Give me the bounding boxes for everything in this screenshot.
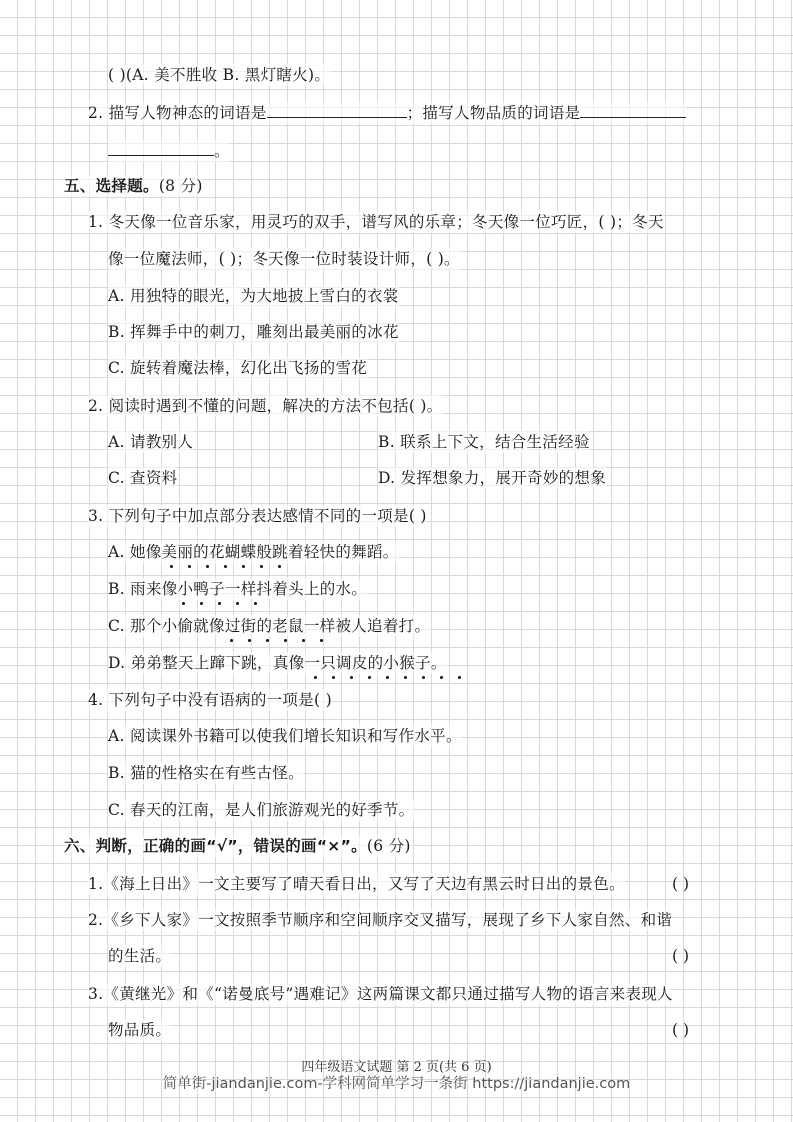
emphasis-dot [260, 565, 263, 568]
sec6-heading-text: 六、判断，正确的画“√”，错误的画“×”。 [64, 837, 367, 855]
emphasis-dot [422, 676, 425, 679]
emphasis-dot [458, 676, 461, 679]
answer-blank[interactable] [108, 141, 214, 156]
emphasis-dot [236, 602, 239, 605]
sec5-q3-option-c: C. 那个小偷就像过街的老鼠一样被人追着打。 [108, 617, 431, 635]
sec5-q1-line1: 1. 冬天像一位音乐家，用灵巧的双手，谱写风的乐章；冬天像一位巧匠，( )；冬天 [88, 213, 664, 231]
sec5-q4-option-a: A. 阅读课外书籍可以使我们增长知识和写作水平。 [108, 727, 462, 745]
sec5-q1-option-a: A. 用独特的眼光，为大地披上雪白的衣裳 [108, 287, 399, 305]
sec6-q2-line1: 2.《乡下人家》一文按照季节顺序和空间顺序交叉描写，展现了乡下人家自然、和谐 [88, 911, 673, 929]
sec5-q3-option-d: D. 弟弟整天上蹿下跳，真像一只调皮的小猴子。 [108, 654, 447, 672]
page-footer: 四年级语文试题 第 2 页(共 6 页) [301, 1060, 492, 1075]
sec4-q2-end: 。 [214, 142, 230, 160]
sec4-q1-tail: ( )(A. 美不胜收 B. 黑灯瞎火)。 [108, 66, 331, 84]
sec4-q2-part-b: ；描写人物品质的词语是 [406, 104, 581, 122]
emphasis-dot [302, 639, 305, 642]
sec5-q1-option-b: B. 挥舞手中的刺刀，雕刻出最美丽的冰花 [108, 323, 399, 341]
sec5-q2-option-a: A. 请教别人 [108, 433, 194, 451]
emphasis-dot [266, 639, 269, 642]
sec5-q3-option-a: A. 她像美丽的花蝴蝶般跳着轻快的舞蹈。 [108, 543, 399, 561]
emphasis-dot [368, 676, 371, 679]
emphasis-dot [200, 602, 203, 605]
sec6-heading [64, 835, 411, 857]
sec6-q1-answer-paren[interactable]: ( ) [672, 875, 690, 893]
sec5-q1-line2: 像一位魔法师，( )；冬天像一位时装设计师，( )。 [108, 250, 460, 268]
sec5-heading-text: 五、选择题。 [64, 177, 159, 195]
emphasis-dot [230, 639, 233, 642]
emphasis-dot [248, 639, 251, 642]
sec5-heading [64, 175, 203, 197]
emphasis-dot [188, 565, 191, 568]
sec5-q4-option-b: B. 猫的性格实在有些古怪。 [108, 764, 304, 782]
sec4-q2 [88, 102, 686, 124]
emphasis-dot [170, 565, 173, 568]
sec6-q2-line2: 的生活。 [108, 947, 172, 965]
emphasis-dot [218, 602, 221, 605]
sec5-q4-option-c: C. 春天的江南，是人们旅游观光的好季节。 [108, 801, 415, 819]
sec5-q2-stem: 2. 阅读时遇到不懂的问题，解决的方法不包括( )。 [88, 397, 443, 415]
answer-blank[interactable] [580, 103, 686, 118]
emphasis-dot [404, 676, 407, 679]
sec6-q3-line1: 3.《黄继光》和《“诺曼底号”遇难记》这两篇课文都只通过描写人物的语言来表现人 [88, 985, 673, 1003]
emphasis-dot [206, 565, 209, 568]
emphasis-dot [386, 676, 389, 679]
emphasis-dot [224, 565, 227, 568]
sec4-q2-part-a: 2. 描写人物神态的词语是 [88, 104, 267, 122]
emphasis-dot [284, 639, 287, 642]
sec5-q2-option-b: B. 联系上下文，结合生活经验 [378, 433, 590, 451]
emphasis-dot [440, 676, 443, 679]
emphasis-dot [254, 602, 257, 605]
emphasis-dot [350, 676, 353, 679]
emphasis-dot [278, 565, 281, 568]
sec5-q2-option-d: D. 发挥想象力，展开奇妙的想象 [378, 469, 607, 487]
sec6-points: (6 分) [366, 837, 411, 855]
watermark: 简单街-jiandanjie.com-学科网简单学习一条街 https://jiandanjie.com [162, 1076, 631, 1092]
sec5-q3-option-b: B. 雨来像小鸭子一样抖着头上的水。 [108, 580, 368, 598]
sec6-q1: 1.《海上日出》一文主要写了晴天看日出，又写了天边有黑云时日出的景色。 [88, 875, 625, 893]
sec6-q3-line2: 物品质。 [108, 1021, 172, 1039]
sec4-q2-cont [108, 140, 230, 162]
sec5-q1-option-c: C. 旋转着魔法棒，幻化出飞扬的雪花 [108, 359, 368, 377]
sec6-q2-answer-paren[interactable]: ( ) [672, 947, 690, 965]
emphasis-dot [314, 676, 317, 679]
sec5-q2-option-c: C. 查资料 [108, 469, 178, 487]
emphasis-dot [332, 676, 335, 679]
sec5-points: (8 分) [158, 177, 203, 195]
sec6-q3-answer-paren[interactable]: ( ) [672, 1021, 690, 1039]
sec5-q4-stem: 4. 下列句子中没有语病的一项是( ) [88, 691, 332, 709]
emphasis-dot [182, 602, 185, 605]
answer-blank[interactable] [267, 103, 407, 118]
sec5-q3-stem: 3. 下列句子中加点部分表达感情不同的一项是( ) [88, 507, 427, 525]
emphasis-dot [242, 565, 245, 568]
emphasis-dot [320, 639, 323, 642]
